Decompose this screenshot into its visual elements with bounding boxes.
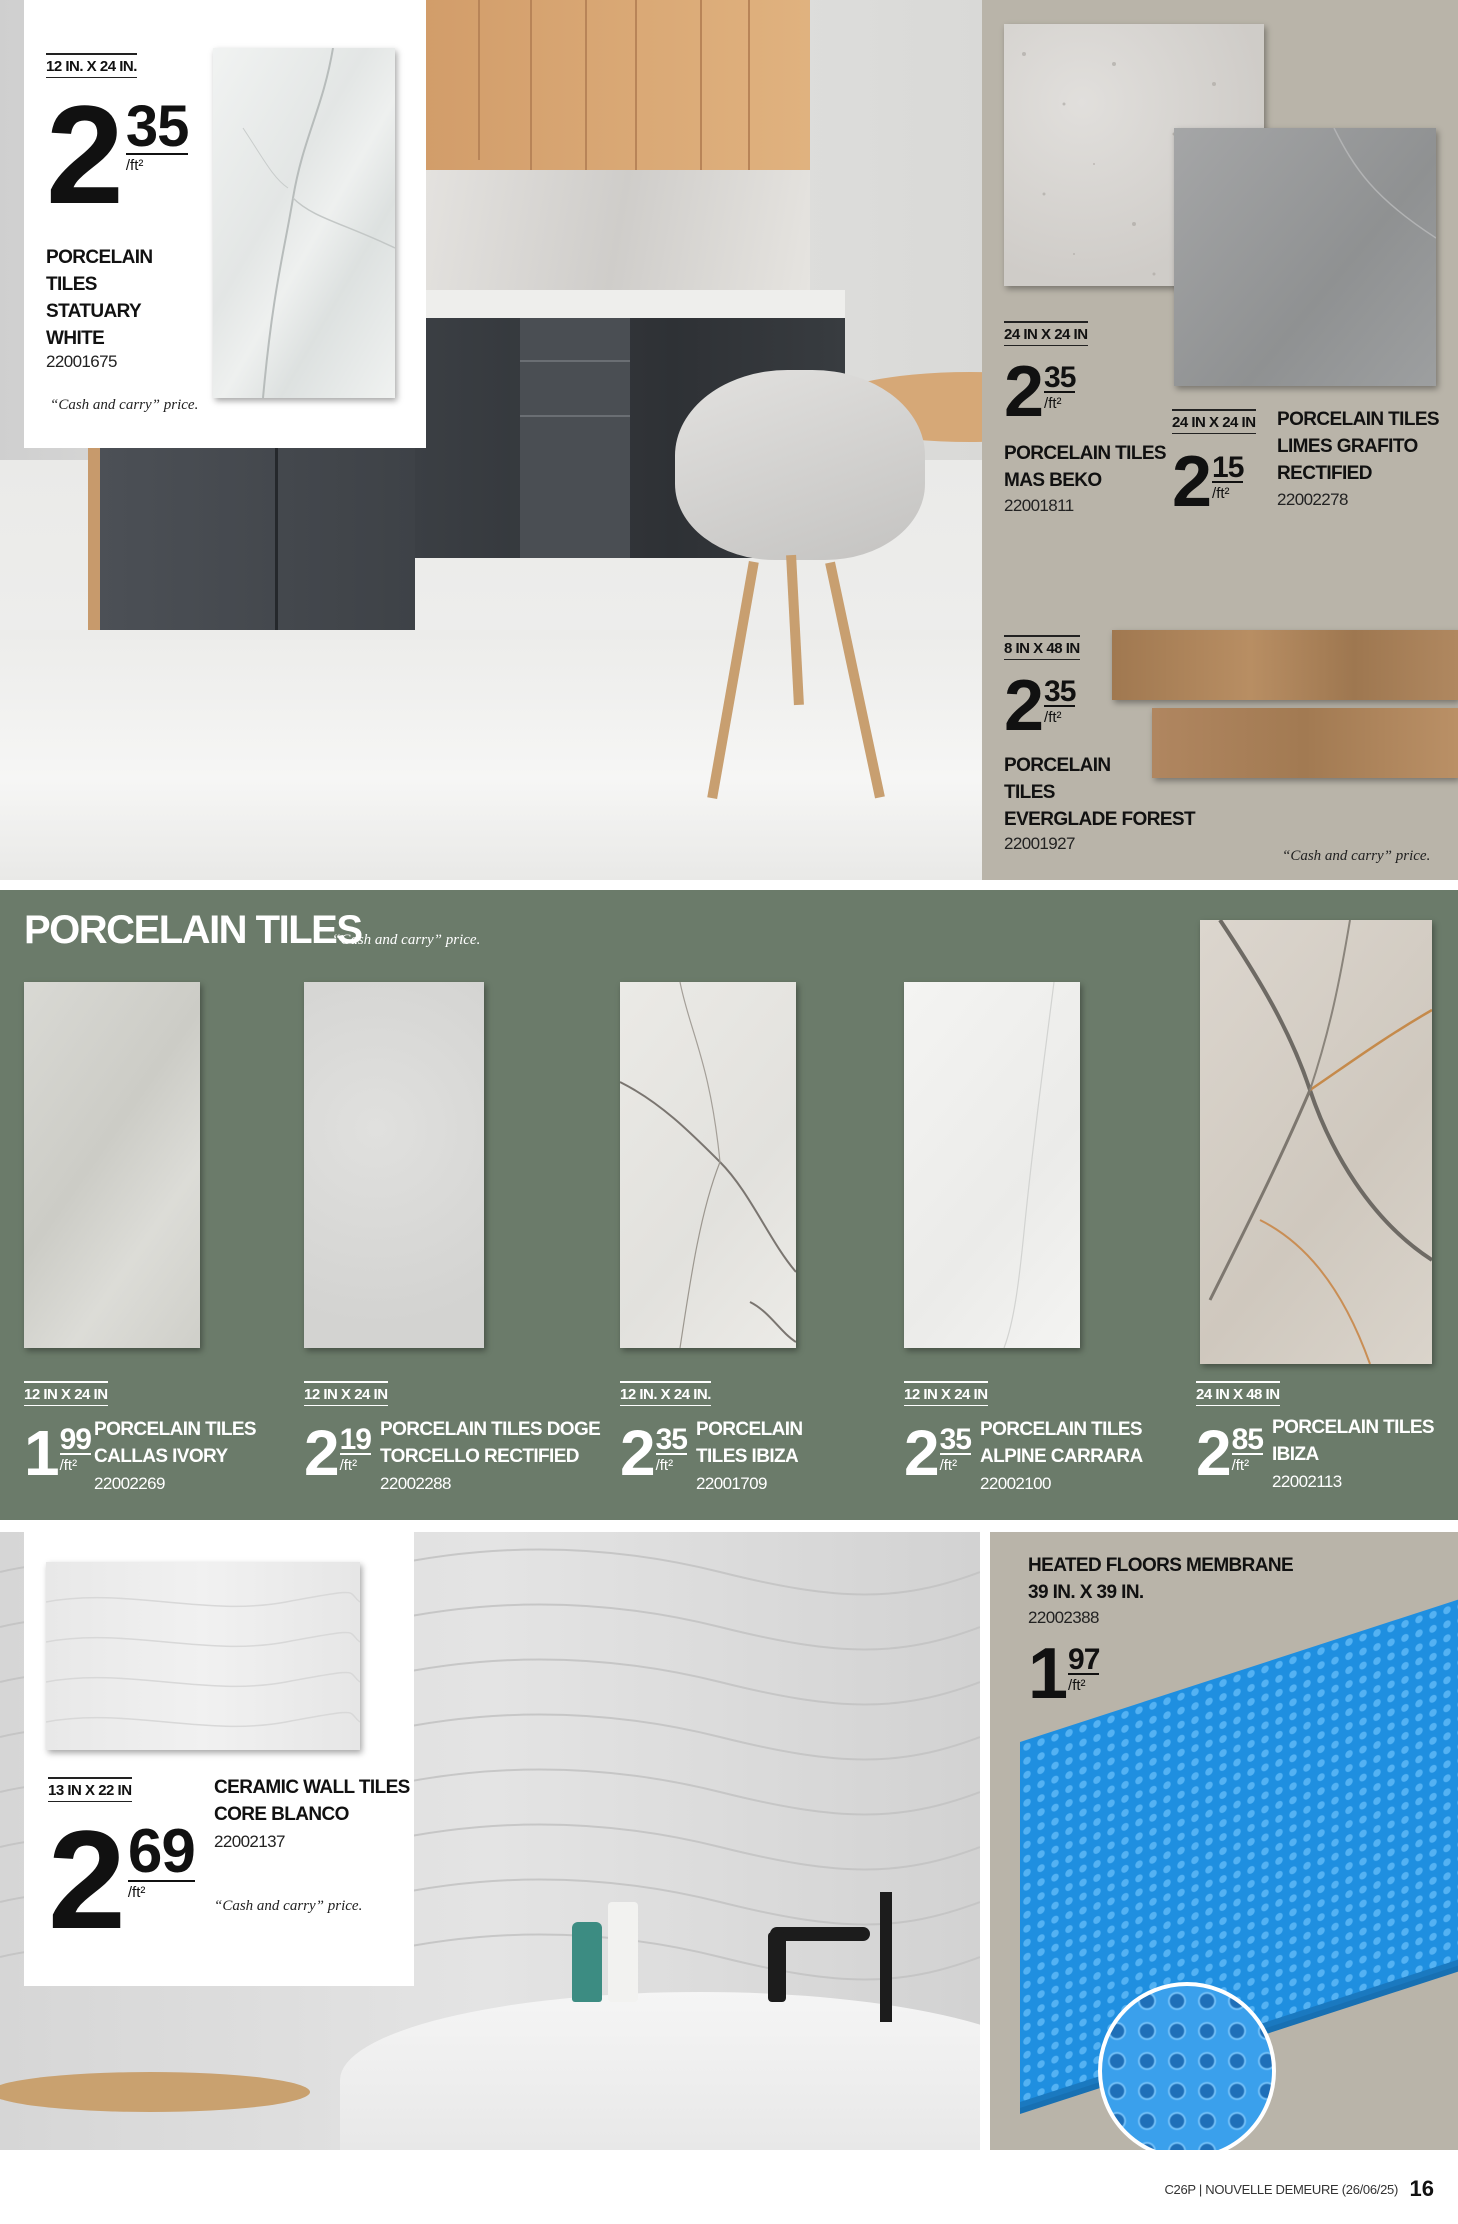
product-name: PORCELAIN TILES STATUARY WHITE (46, 247, 153, 349)
everglade-plank-image-1 (1112, 630, 1458, 700)
right-beige-panel (982, 0, 1458, 880)
product-sku: 22002100 (980, 1474, 1051, 1493)
everglade-plank-image-2 (1152, 708, 1458, 778)
product-name: PORCELAIN TILES IBIZA (1272, 1417, 1435, 1465)
price: 2 35 /ft² (620, 1417, 687, 1489)
limes-grafito-sku: 22002278 (1277, 490, 1348, 509)
porcelain-tiles-green-section (0, 890, 1458, 1520)
product-name: PORCELAIN TILES DOGE TORCELLO RECTIFIED (380, 1419, 601, 1467)
core-blanco-tile-image (46, 1562, 360, 1750)
product-sku: 22002137 (214, 1832, 285, 1851)
everglade-sku: 22001927 (1004, 834, 1075, 853)
wooden-stool (0, 2072, 310, 2112)
bottle (608, 1902, 638, 2002)
footer (0, 2150, 1458, 2224)
product-size: 12 IN. X 24 IN. (620, 1381, 711, 1406)
bottle (572, 1922, 602, 2002)
price: 2 19 /ft² (304, 1417, 371, 1489)
product-sku: 22002113 (1272, 1472, 1342, 1491)
product-size: 12 IN. X 24 IN. (46, 53, 137, 78)
section-title: PORCELAIN TILES (24, 908, 362, 952)
footer-text: C26P | NOUVELLE DEMEURE (26/06/25) (1164, 2182, 1398, 2197)
mas-beko-name: PORCELAIN TILES MAS BEKO (1004, 443, 1167, 491)
statuary-white-tile-image (213, 48, 395, 398)
product-item (24, 1386, 284, 1493)
upper-cabinets (425, 0, 810, 190)
limes-grafito-name: PORCELAIN TILES LIMES GRAFITO RECTIFIED (1277, 409, 1440, 484)
cash-and-carry-note: “Cash and carry” price. (214, 1898, 363, 1914)
product-size: 24 IN X 48 IN (1196, 1381, 1280, 1406)
ibiza-large-tile-image (1200, 920, 1432, 1364)
price: 2 35 /ft² (904, 1417, 971, 1489)
membrane-zoom-circle (1098, 1982, 1276, 2160)
product-name: HEATED FLOORS MEMBRANE 39 IN. X 39 IN. (1028, 1555, 1294, 1603)
product-sku: 22001675 (46, 352, 117, 371)
marble-veins (213, 48, 395, 398)
cash-and-carry-note: “Cash and carry” price. (1282, 848, 1431, 864)
cash-and-carry-note: “Cash and carry” price. (332, 932, 481, 948)
price: 2 35 /ft² (46, 76, 189, 233)
product-size: 13 IN X 22 IN (48, 1777, 132, 1802)
callas-ivory-tile-image (24, 982, 200, 1348)
mas-beko-size: 24 IN X 24 IN (1004, 321, 1088, 346)
product-name: PORCELAIN TILES CALLAS IVORY (94, 1419, 257, 1467)
core-blanco-card (24, 1532, 414, 1986)
product-item (904, 1386, 1174, 1493)
cash-and-carry-note: “Cash and carry” price. (50, 397, 199, 413)
product-sku: 22002388 (1028, 1608, 1099, 1627)
product-name: PORCELAIN TILES IBIZA (696, 1419, 803, 1467)
product-size: 12 IN X 24 IN (904, 1381, 988, 1406)
product-sku: 22001709 (696, 1474, 767, 1493)
everglade-name: PORCELAIN TILES EVERGLADE FOREST (1004, 755, 1195, 830)
statuary-white-card (24, 0, 426, 448)
product-item (1196, 1386, 1446, 1491)
product-sku: 22002269 (94, 1474, 165, 1493)
price: 2 69 /ft² (48, 1801, 195, 1958)
product-name: CERAMIC WALL TILES CORE BLANCO (214, 1777, 410, 1825)
mas-beko-price: 2 35 /ft² (1004, 352, 1076, 432)
limes-grafito-size: 24 IN X 24 IN (1172, 409, 1256, 434)
limes-grafito-price: 2 15 /ft² (1172, 442, 1244, 522)
everglade-size: 8 IN X 48 IN (1004, 635, 1080, 660)
doge-torcello-tile-image (304, 982, 484, 1348)
price: 1 99 /ft² (24, 1417, 91, 1489)
alpine-carrara-tile-image (904, 982, 1080, 1348)
product-size: 12 IN X 24 IN (304, 1381, 388, 1406)
limes-grafito-tile-image (1174, 128, 1436, 386)
product-item (304, 1386, 601, 1493)
price: 1 97 /ft² (1028, 1634, 1100, 1714)
mas-beko-sku: 22001811 (1004, 496, 1074, 515)
product-sku: 22002288 (380, 1474, 451, 1493)
page-number: 16 (1409, 2176, 1434, 2201)
product-item (620, 1386, 880, 1493)
price: 2 85 /ft² (1196, 1417, 1263, 1489)
product-name: PORCELAIN TILES ALPINE CARRARA (980, 1419, 1143, 1467)
everglade-price: 2 35 /ft² (1004, 666, 1076, 746)
refrigerator (95, 445, 415, 655)
glossy-floor (0, 630, 982, 880)
ibiza-tile-image (620, 982, 796, 1348)
chair (675, 370, 925, 560)
product-size: 12 IN X 24 IN (24, 1381, 108, 1406)
membrane-panel (990, 1532, 1458, 2150)
